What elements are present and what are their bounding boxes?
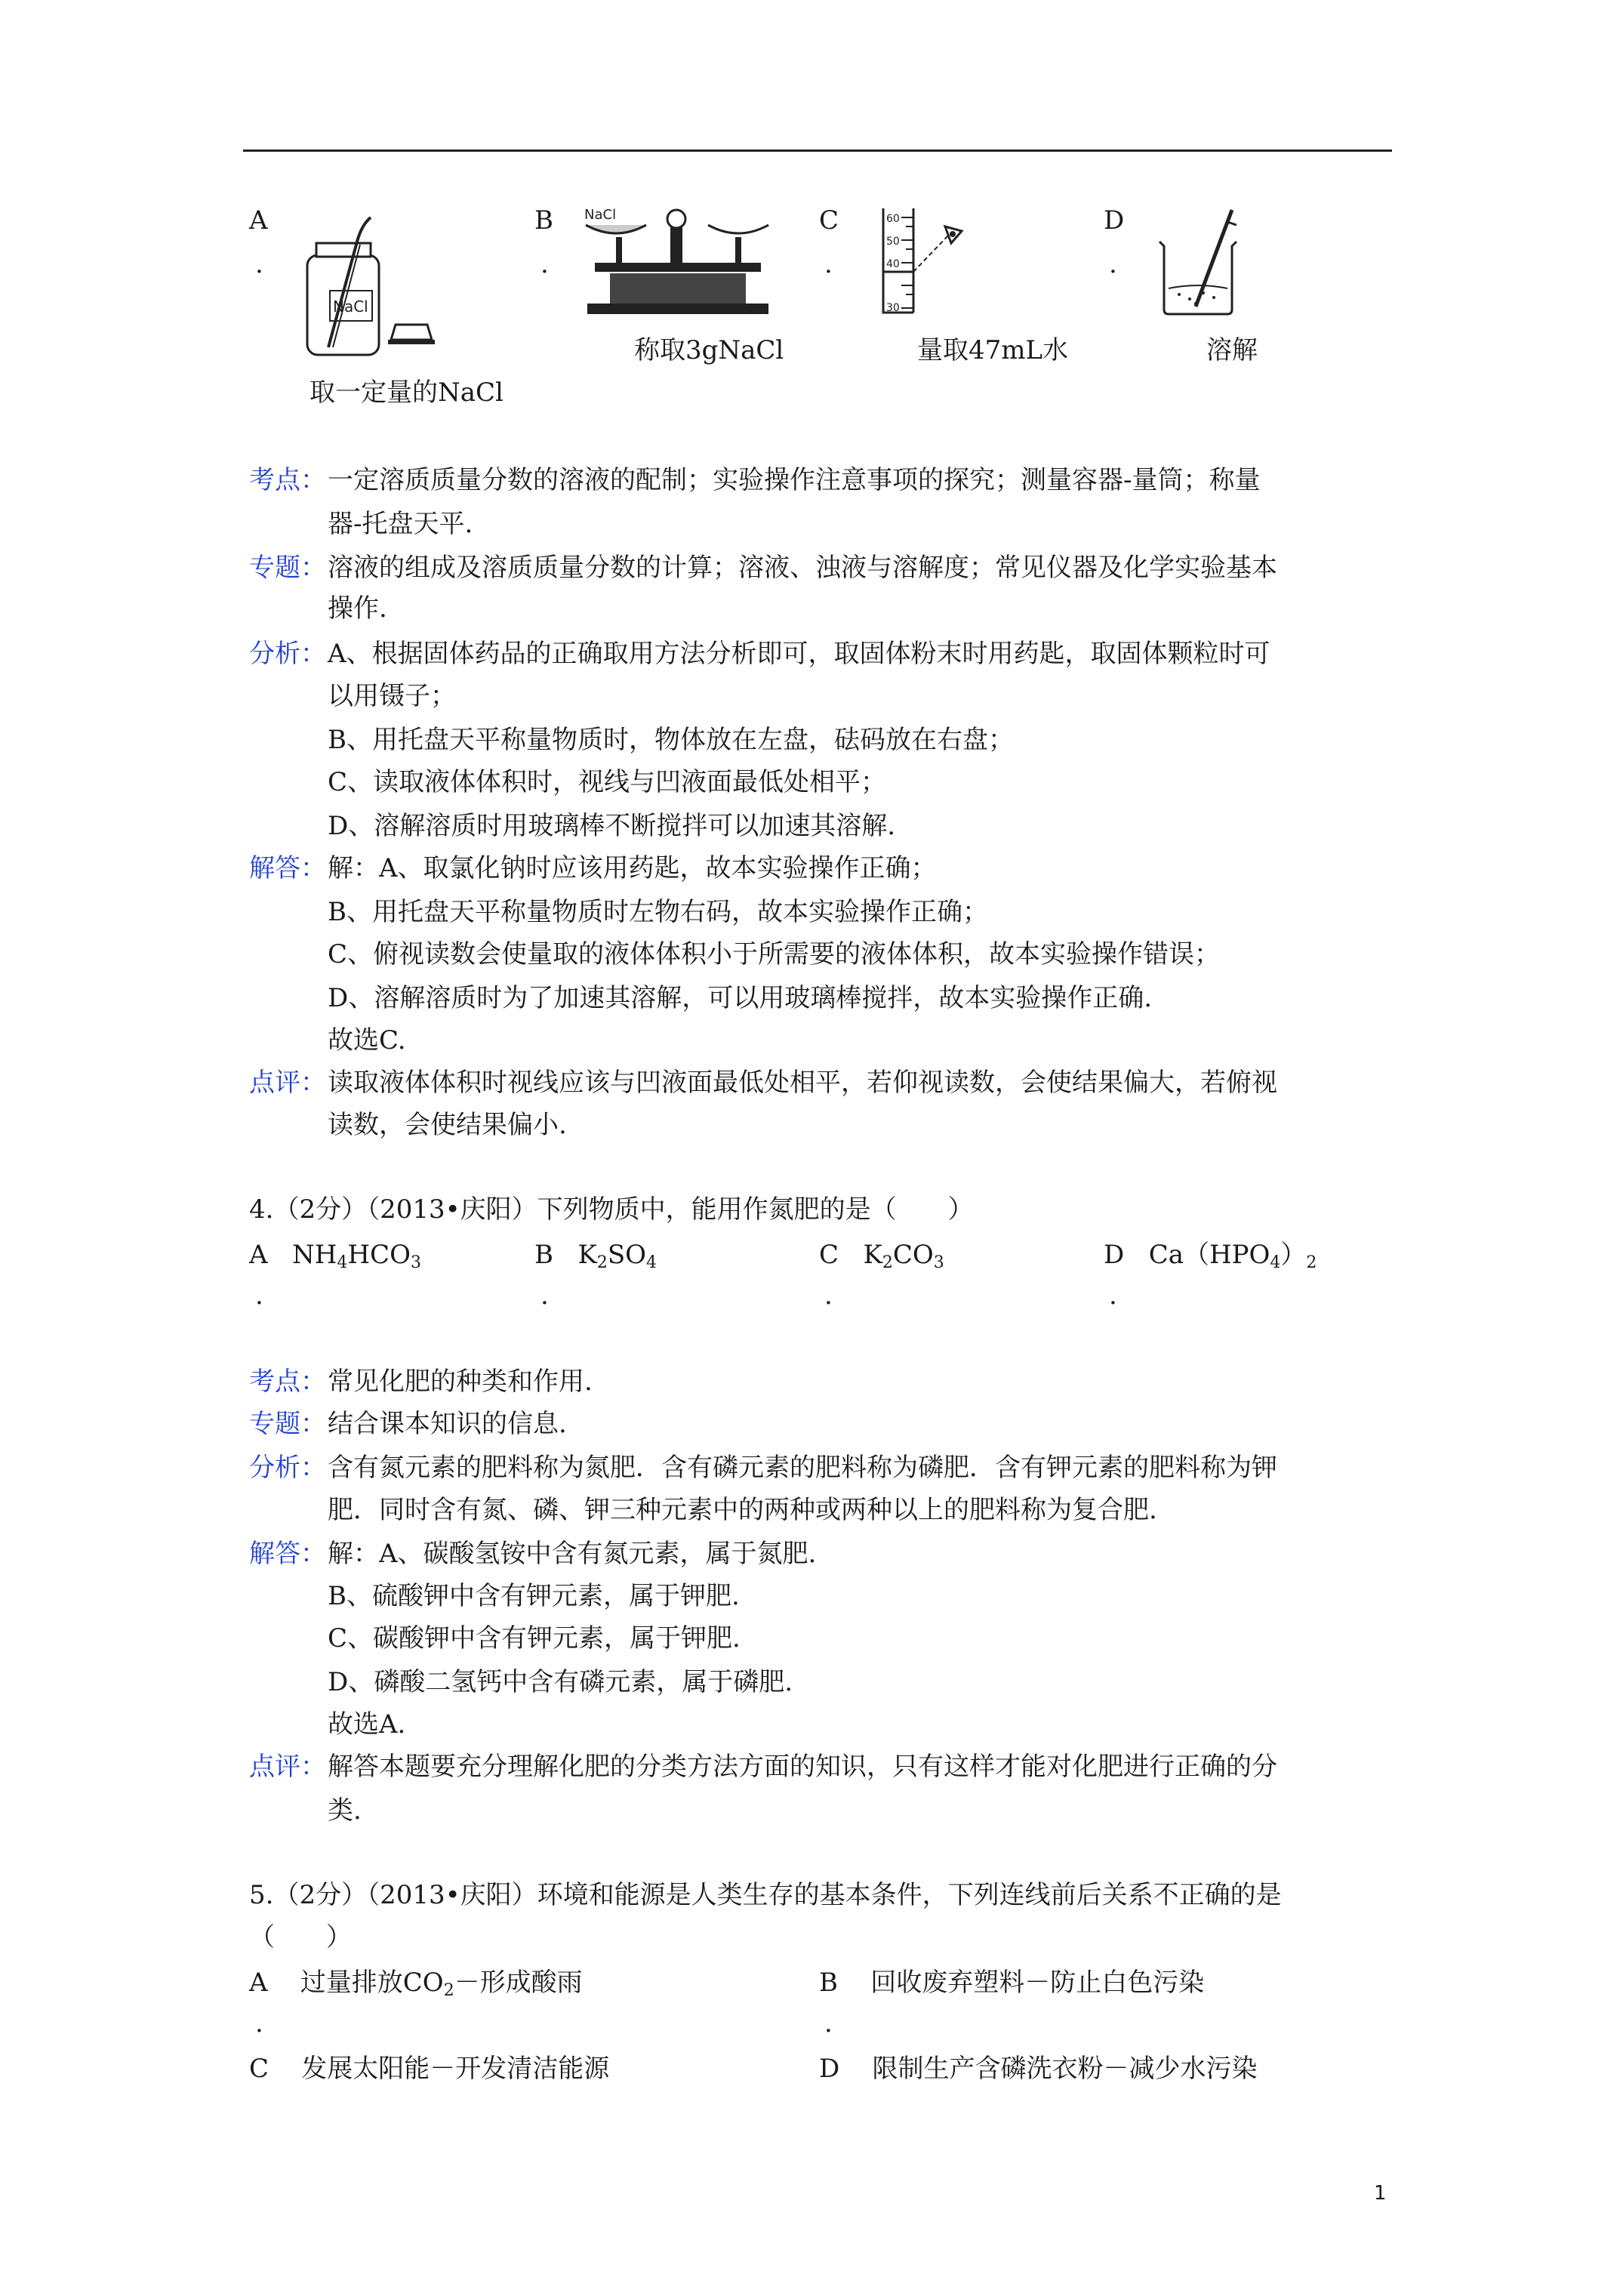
reagent-jar-figure [298, 211, 393, 362]
q4-option-b-part: K [577, 1240, 597, 1270]
q5-option-a [249, 1968, 583, 2006]
q4-option-b-part: SO [607, 1240, 647, 1270]
q4-option-d [1104, 1240, 1317, 1278]
q4-option-a-dot: . [255, 1281, 263, 1311]
q4-stem: 4.（2分）（2013•庆阳）下列物质中，能用作氮肥的是（ ） [249, 1194, 974, 1225]
q3-kaodian-label: 考点： [249, 465, 326, 495]
scale-label-60: 60 [886, 213, 900, 225]
q4-dianping-line-2: 类. [328, 1795, 362, 1826]
q4-option-d-dot: . [1109, 1281, 1117, 1311]
q4-option-c [819, 1240, 944, 1278]
q4-option-c-dot: . [824, 1281, 833, 1311]
q4-option-c-letter: C [819, 1240, 839, 1270]
q4-jieda-label: 解答： [249, 1539, 326, 1569]
jar-label: NaCl [333, 297, 368, 316]
beaker-stirring-figure [1149, 204, 1255, 317]
q4-option-b [534, 1240, 657, 1278]
q3-jieda-label: 解答： [249, 853, 326, 883]
q3-fenxi-label: 分析： [249, 639, 326, 669]
q3-option-c-dot: . [824, 249, 833, 279]
q4-option-c-sub: 3 [933, 1253, 944, 1272]
q4-jieda-line-3: C、碳酸钾中含有钾元素，属于钾肥. [328, 1623, 741, 1653]
q3-fenxi-line-4: C、读取液体体积时，视线与凹液面最低处相平； [328, 767, 887, 797]
q4-option-c-sub: 2 [882, 1253, 893, 1272]
q5-stem-line-1: 5.（2分）（2013•庆阳）环境和能源是人类生存的基本条件，下列连线前后关系不正确的是 [249, 1880, 1282, 1910]
page-number: 1 [1374, 2182, 1387, 2205]
q4-option-d-sub: 4 [1270, 1253, 1281, 1272]
q5-option-d-text: 限制生产含磷洗衣粉－减少水污染 [872, 2054, 1258, 2084]
q3-dianping-line-2: 读数，会使结果偏小. [328, 1110, 567, 1140]
q3-jieda-line-1: 解：A、取氯化钠时应该用药匙，故本实验操作正确； [328, 853, 937, 883]
q4-option-d-part: ） [1280, 1240, 1307, 1270]
q3-option-a-dot: . [255, 249, 263, 279]
q3-option-b-dot: . [540, 249, 549, 279]
q4-fenxi-label: 分析： [249, 1453, 326, 1483]
q4-jieda-line-1: 解：A、碳酸氢铵中含有氮元素，属于氮肥. [328, 1539, 817, 1569]
q3-zhuanti-line-2: 操作. [328, 593, 387, 624]
q5-option-d-letter: D [819, 2054, 840, 2084]
q4-dianping-label: 点评： [249, 1752, 326, 1782]
balance-scale-figure [580, 204, 776, 317]
q3-kaodian-line-1: 一定溶质质量分数的溶液的配制；实验操作注意事项的探究；测量容器-量筒；称量 [328, 465, 1261, 495]
q4-option-a-part: NH [292, 1240, 337, 1270]
q5-option-a-sub: 2 [443, 1981, 454, 2000]
q4-option-a-part: HCO [347, 1240, 411, 1270]
q3-option-a-letter: A [249, 205, 268, 236]
q4-jieda-line-2: B、硫酸钾中含有钾元素，属于钾肥. [328, 1581, 740, 1611]
q5-option-b-letter: B [819, 1968, 838, 1998]
q4-kaodian-line-1: 常见化肥的种类和作用. [328, 1367, 593, 1397]
q3-kaodian-line-2: 器-托盘天平. [328, 509, 473, 539]
q3-option-c-letter: C [819, 205, 839, 236]
q5-option-b-text: 回收废弃塑料－防止白色污染 [870, 1968, 1205, 1998]
scale-label-30: 30 [886, 302, 900, 314]
q3-zhuanti-line-1: 溶液的组成及溶质质量分数的计算；溶液、浊液与溶解度；常见仪器及化学实验基本 [328, 553, 1277, 583]
q4-dianping-line-1: 解答本题要充分理解化肥的分类方法方面的知识，只有这样才能对化肥进行正确的分 [328, 1752, 1277, 1782]
q4-option-d-part: Ca（HPO [1148, 1240, 1270, 1270]
q4-option-b-dot: . [540, 1281, 549, 1311]
q3-option-d-caption: 溶解 [1206, 335, 1258, 365]
q3-fenxi-line-5: D、溶解溶质时用玻璃棒不断搅拌可以加速其溶解. [328, 811, 896, 841]
q3-option-d-letter: D [1104, 205, 1125, 236]
stopper-icon [385, 317, 438, 347]
q5-option-a-text: 过量排放CO [300, 1968, 444, 1998]
q4-option-a-sub: 3 [410, 1253, 421, 1272]
q4-option-b-letter: B [534, 1240, 553, 1270]
q3-option-d-dot: . [1109, 249, 1117, 279]
q3-fenxi-line-2: 以用镊子； [328, 681, 456, 711]
q5-option-a-letter: A [249, 1968, 268, 1998]
q3-jieda-line-5: 故选C. [328, 1025, 406, 1056]
q3-jieda-line-4: D、溶解溶质时为了加速其溶解，可以用玻璃棒搅拌，故本实验操作正确. [328, 983, 1153, 1013]
q5-option-c-text: 发展太阳能－开发清洁能源 [301, 2054, 610, 2084]
q5-option-b-dot: . [824, 2008, 833, 2039]
header-rule [243, 149, 1392, 152]
q4-option-b-sub: 2 [596, 1253, 608, 1272]
q5-option-a-dot: . [255, 2008, 263, 2039]
q5-option-c-letter: C [249, 2054, 269, 2084]
graduated-cylinder-figure [868, 204, 966, 317]
q3-option-a-caption: 取一定量的NaCl [310, 378, 504, 408]
q5-stem-line-2: （ ） [249, 1922, 352, 1952]
q3-jieda-line-2: B、用托盘天平称量物质时左物右码，故本实验操作正确； [328, 897, 988, 927]
q5-option-a-text: －形成酸雨 [454, 1968, 583, 1998]
q5-option-b [819, 1968, 1204, 1998]
q3-option-c-caption: 量取47mL水 [917, 335, 1069, 365]
q4-zhuanti-line-1: 结合课本知识的信息. [328, 1409, 567, 1439]
scale-label-40: 40 [886, 258, 900, 270]
q5-option-c [249, 2054, 609, 2084]
q3-option-b-caption: 称取3gNaCl [634, 335, 784, 365]
q4-jieda-line-4: D、磷酸二氢钙中含有磷元素，属于磷肥. [328, 1667, 793, 1697]
q4-option-d-sub: 2 [1306, 1253, 1317, 1272]
q4-jieda-line-5: 故选A. [328, 1709, 406, 1740]
q4-fenxi-line-1: 含有氮元素的肥料称为氮肥．含有磷元素的肥料称为磷肥．含有钾元素的肥料称为钾 [328, 1453, 1277, 1483]
q3-fenxi-line-1: A、根据固体药品的正确取用方法分析即可，取固体粉末时用药匙，取固体颗粒时可 [328, 639, 1270, 669]
balance-pan-label: NaCl [584, 207, 617, 223]
q4-option-c-part: K [863, 1240, 882, 1270]
q4-option-a-sub: 4 [337, 1253, 348, 1272]
q4-option-d-letter: D [1104, 1240, 1125, 1270]
q3-dianping-label: 点评： [249, 1068, 326, 1098]
q4-option-a-letter: A [249, 1240, 268, 1270]
q3-dianping-line-1: 读取液体体积时视线应该与凹液面最低处相平，若仰视读数，会使结果偏大，若俯视 [328, 1068, 1277, 1098]
q4-fenxi-line-2: 肥．同时含有氮、磷、钾三种元素中的两种或两种以上的肥料称为复合肥. [328, 1495, 1157, 1525]
q4-option-b-sub: 4 [646, 1253, 658, 1272]
q5-option-d [819, 2054, 1258, 2084]
q4-option-c-part: CO [892, 1240, 934, 1270]
scale-label-50: 50 [886, 236, 900, 248]
q4-kaodian-label: 考点： [249, 1367, 326, 1397]
q3-zhuanti-label: 专题： [249, 553, 326, 583]
q3-option-b-letter: B [534, 205, 553, 236]
q4-option-a [249, 1240, 421, 1278]
q4-zhuanti-label: 专题： [249, 1409, 326, 1439]
q3-jieda-line-3: C、俯视读数会使量取的液体体积小于所需要的液体体积，故本实验操作错误； [328, 939, 1221, 969]
q3-fenxi-line-3: B、用托盘天平称量物质时，物体放在左盘，砝码放在右盘； [328, 725, 1014, 755]
